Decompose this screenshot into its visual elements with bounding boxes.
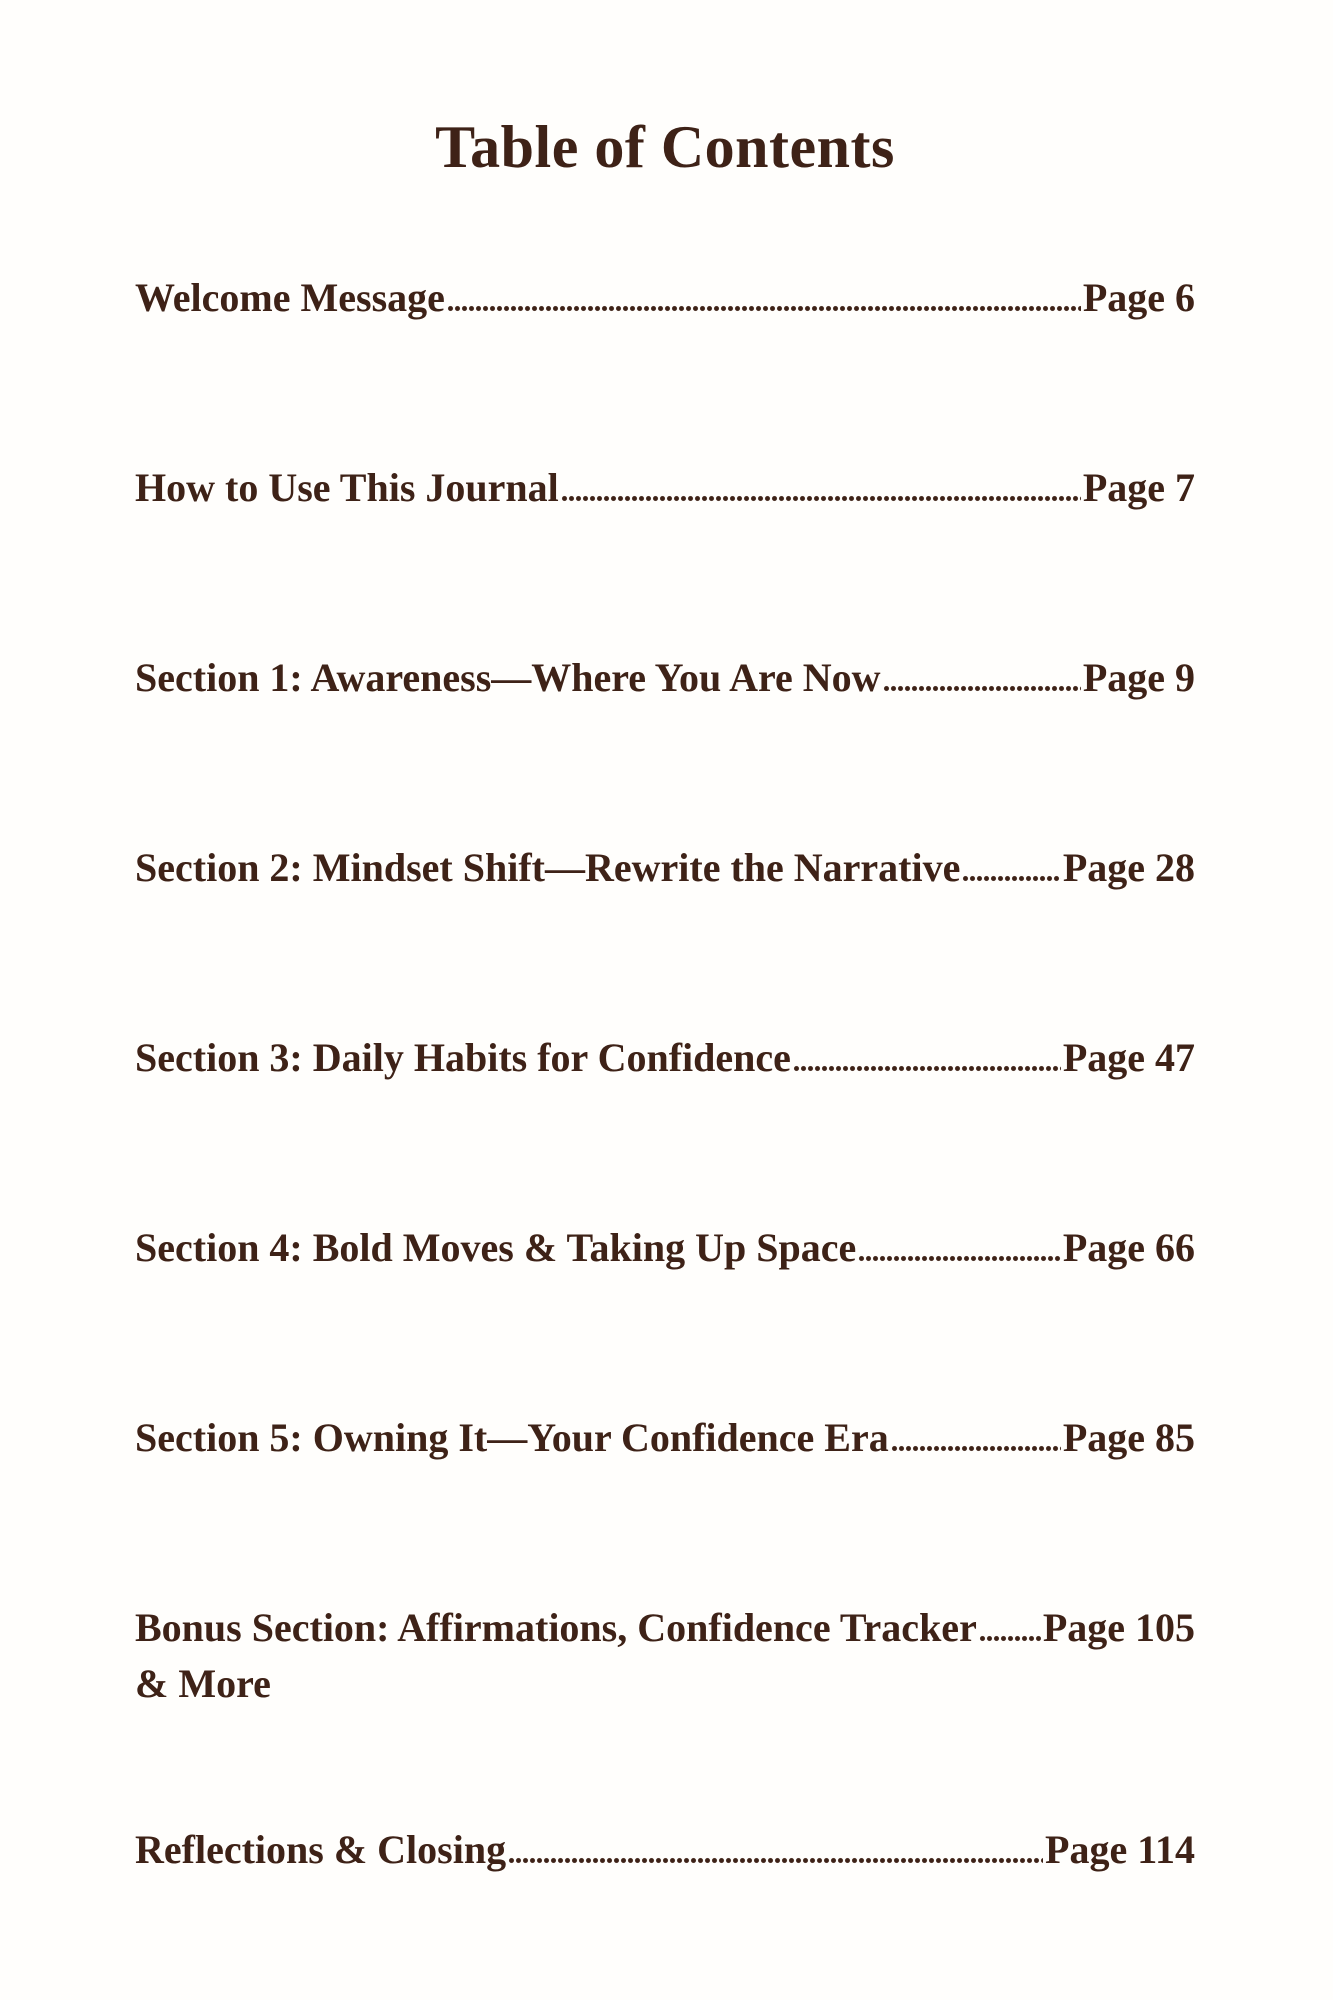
page-title: Table of Contents — [435, 114, 895, 180]
toc-entry — [135, 460, 1195, 516]
toc-entry — [135, 270, 1195, 326]
toc-entry-page: Page 66 — [1062, 1225, 1195, 1270]
toc-entry — [135, 1410, 1195, 1466]
toc-entry-label: Section 3: Daily Habits for Confidence — [135, 1035, 791, 1080]
toc-entry — [135, 840, 1195, 896]
dot-leader — [858, 1220, 1061, 1276]
toc-entry — [135, 1030, 1195, 1086]
toc-entry-page: Page 28 — [1062, 845, 1195, 890]
toc-entry-label: Section 5: Owning It—Your Confidence Era — [135, 1415, 889, 1460]
toc-entry-label: Reflections & Closing — [135, 1827, 507, 1872]
toc-entry — [135, 1822, 1195, 1878]
toc-entry-page: Page 7 — [1082, 465, 1195, 510]
toc-entry-page: Page 6 — [1082, 275, 1195, 320]
dot-leader — [962, 840, 1060, 896]
toc-entry-page: Page 47 — [1062, 1035, 1195, 1080]
toc-entry-label: How to Use This Journal — [135, 465, 559, 510]
dot-leader — [891, 1410, 1061, 1466]
toc-entry — [135, 1220, 1195, 1276]
dot-leader — [793, 1030, 1061, 1086]
toc-entry-page: Page 105 — [1042, 1605, 1195, 1650]
toc-entry-label: Welcome Message — [135, 275, 445, 320]
toc-entry-label: Section 2: Mindset Shift—Rewrite the Narrative — [135, 845, 961, 890]
dot-leader — [447, 270, 1081, 326]
dot-leader — [883, 650, 1081, 706]
dot-leader — [979, 1600, 1041, 1656]
toc-entry — [135, 650, 1195, 706]
toc-entry-bonus — [135, 1600, 1195, 1712]
toc-entry — [135, 1600, 1195, 1656]
toc-entry-page: Page 114 — [1045, 1827, 1195, 1872]
dot-leader — [561, 460, 1081, 516]
toc-entry-label-line2: & More — [135, 1661, 271, 1706]
toc-entry-page: Page 85 — [1062, 1415, 1195, 1460]
toc-entry-label: Section 1: Awareness—Where You Are Now — [135, 655, 881, 700]
toc-entry-label: Bonus Section: Affirmations, Confidence Tracker — [135, 1605, 977, 1650]
toc-entry-label: Section 4: Bold Moves & Taking Up Space — [135, 1225, 857, 1270]
toc-entry-page: Page 9 — [1082, 655, 1195, 700]
dot-leader — [508, 1822, 1043, 1878]
